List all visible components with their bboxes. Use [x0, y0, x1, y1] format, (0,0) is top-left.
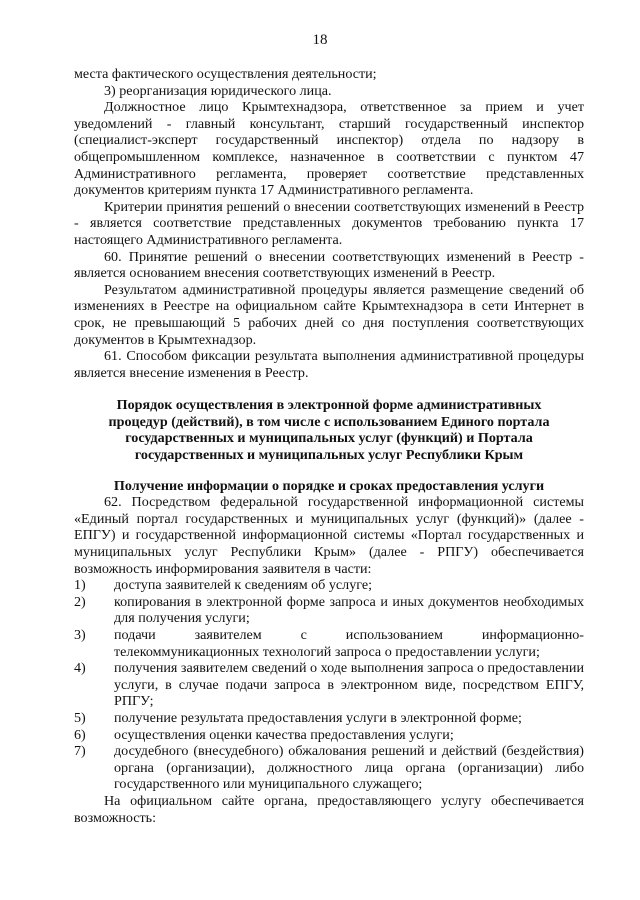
list-item-number: 7) [74, 743, 86, 760]
paragraph-continuation: места фактического осуществления деятельности; [74, 66, 377, 82]
list-item [74, 627, 584, 660]
info-list [74, 577, 584, 793]
list-item-text: доступа заявителей к сведениям об услуге; [114, 577, 373, 594]
list-item-number: 1) [74, 577, 86, 594]
paragraph-result: Результатом административной процедуры является размещение сведений об изменениях в Реестре на официальном сайте Крымтехнадзора в сети Интернет в срок, не превышающий 5 рабочих дней со дня поступления соответствующих документов в Крымтехнадзор. [74, 281, 584, 348]
list-item-text: копирования в электронной форме запроса и иных документов необходимых для получения услуги; [114, 593, 584, 627]
list-item [74, 727, 584, 744]
list-item-text: осуществления оценки качества предоставления услуги; [114, 726, 454, 743]
paragraph-reorganization: 3) реорганизация юридического лица. [104, 82, 332, 99]
subheading: Получение информации о порядке и сроках предоставления услуги [113, 477, 545, 494]
list-item [74, 710, 584, 727]
list-item-number: 2) [74, 593, 86, 610]
page-content [74, 66, 584, 826]
list-item [74, 660, 584, 710]
paragraph-62: 62. Посредством федеральной государственной информационной системы «Единый портал государственных и муниципальных услуг (функций)» (далее - ЕПГУ) и государственной информационной системы «Портал государственных и муниципальных услуг Республики Крым» (далее - РПГУ) обеспечивается возможность информирования заявителя в части: [74, 494, 584, 577]
paragraph-closing: На официальном сайте органа, предоставляющего услугу обеспечивается возможность: [74, 792, 584, 826]
list-item-number: 4) [74, 660, 86, 677]
list-item-number: 5) [74, 709, 86, 726]
list-item-number: 6) [74, 726, 86, 743]
paragraph-61: 61. Способом фиксации результата выполнения административной процедуры является внесение изменения в Реестр. [74, 348, 584, 381]
list-item-text: подачи заявителем с использованием информационно-телекоммуникационных технологий запроса о предоставлении услуги; [114, 627, 584, 660]
list-item [74, 743, 584, 793]
paragraph-criteria: Критерии принятия решений о внесении соответствующих изменений в Реестр - является соответствие представленных документов требованию пункта 17 настоящего Административного регламента. [74, 198, 584, 248]
list-item-text: получения заявителем сведений о ходе выполнения запроса о предоставлении услуги, в случае подачи запроса в электронном виде, посредством ЕПГУ, РПГУ; [114, 660, 585, 710]
section-heading: Порядок осуществления в электронной форме административных процедур (действий), в том числе с использованием Единого портала государственных и муниципальных услуг (функций) и Портала государственных и муниципальных услуг Республики Крым [108, 397, 550, 464]
list-item-number: 3) [74, 627, 86, 643]
paragraph-official: Должностное лицо Крымтехнадзора, ответственное за прием и учет уведомлений - главный консультант, старший государственный инспектор (специалист-эксперт государственный инспектор) отдела по надзору в общепромышленном комплексе, назначенное в соответствии с пунктом 47 Административного регламента, проверяет соответствие представленных документов критериям пункта 17 Административного регламента. [74, 99, 584, 199]
list-item [74, 577, 584, 594]
list-item-text: досудебного (внесудебного) обжалования решений и действий (бездействия) органа (организации), должностного лица органа (организации) либо государственного или муниципального служащего; [114, 743, 584, 793]
paragraph-60: 60. Принятие решений о внесении соответствующих изменений в Реестр - является основанием внесения соответствующих изменений в Реестр. [74, 248, 584, 282]
list-item [74, 594, 584, 627]
list-item-text: получение результата предоставления услуги в электронной форме; [114, 709, 522, 726]
page-number: 18 [312, 32, 328, 48]
